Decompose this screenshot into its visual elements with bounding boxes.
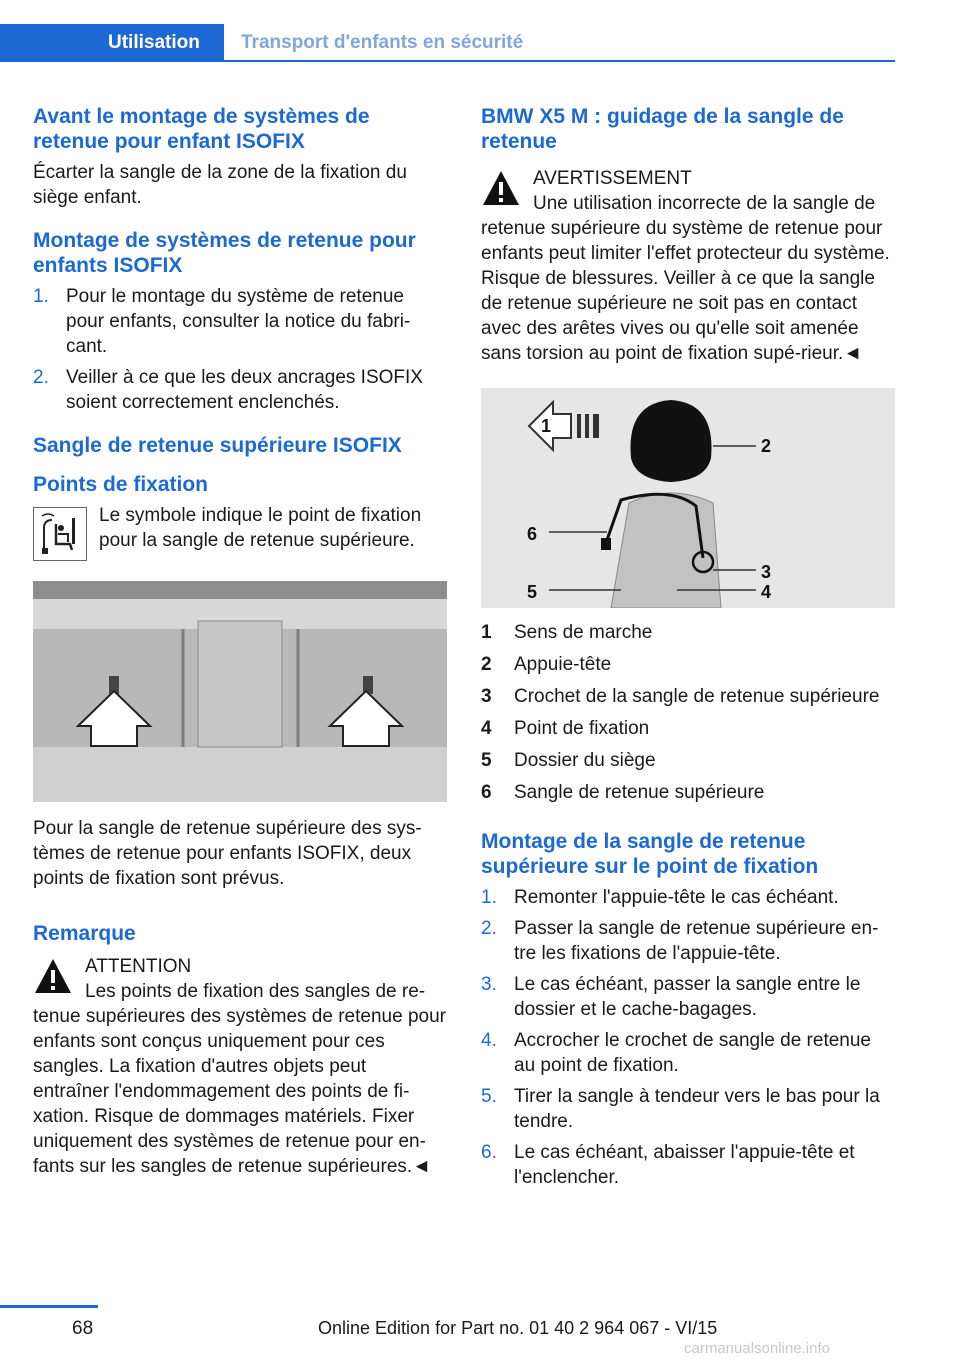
warning-block (481, 164, 896, 366)
anchor-symbol-row (33, 503, 447, 561)
legend-text: Dossier du siège (514, 750, 656, 771)
list-item (481, 684, 896, 709)
step-number: 5. (481, 1086, 497, 1107)
step-number: 2. (33, 367, 49, 388)
step-text: Le cas échéant, abaisser l'appuie-tête et l'enclencher. (514, 1142, 855, 1188)
list-item (481, 652, 896, 677)
symbol-description: Le symbole indique le point de fixation pour la sangle de retenue supérieure. (99, 505, 422, 551)
list-item (481, 1140, 896, 1190)
list-item (33, 365, 447, 415)
heading-mount-strap: Montage de la sangle de retenue supérieure sur le point de fixation (481, 830, 819, 878)
diagram-legend (481, 620, 896, 805)
header-tabs (0, 24, 895, 62)
paragraph-isofix-before: Écarter la sangle de la zone de la fixation du siège enfant. (33, 162, 407, 208)
tab-transport-enfants[interactable]: Transport d'enfants en sécurité (224, 24, 895, 62)
heading-note: Remarque (33, 922, 136, 945)
step-text: Le cas échéant, passer la sangle entre le dossier et le cache-bagages. (514, 974, 861, 1020)
list-item (481, 780, 896, 805)
step-number: 1. (481, 887, 497, 908)
step-number: 6. (481, 1142, 497, 1163)
list-item (481, 1084, 896, 1134)
step-number: 4. (481, 1030, 497, 1051)
legend-number: 5 (481, 750, 492, 771)
tab-utilisation[interactable]: Utilisation (0, 24, 224, 62)
paragraph-two-points: Pour la sangle de retenue supérieure des sys‐tèmes de retenue pour enfants ISOFIX, deux points de fixation sont prévus. (33, 818, 422, 889)
list-item (481, 748, 896, 773)
legend-number: 6 (481, 782, 492, 803)
step-text: Passer la sangle de retenue supérieure en‐tre les fixations de l'appuie-tête. (514, 918, 879, 964)
diagram-label-6: 6 (527, 524, 538, 544)
legend-text: Sens de marche (514, 622, 653, 643)
strap-steps-list (481, 885, 896, 1190)
diagram-label-4: 4 (761, 582, 772, 602)
legend-text: Appuie-tête (514, 654, 612, 675)
legend-number: 1 (481, 622, 492, 643)
legend-text: Sangle de retenue supérieure (514, 782, 765, 803)
legend-number: 3 (481, 686, 492, 707)
page-number: 68 (72, 1318, 94, 1339)
warning-triangle-icon (33, 956, 73, 996)
mounting-steps-list (33, 284, 447, 415)
heading-isofix-before: Avant le montage de systèmes de retenue pour enfant ISOFIX (33, 105, 370, 153)
legend-number: 2 (481, 654, 492, 675)
list-item (481, 916, 896, 966)
step-number: 3. (481, 974, 497, 995)
headrest-strap-diagram (481, 388, 895, 608)
footer-accent-line (0, 1305, 98, 1308)
list-item (481, 620, 896, 645)
heading-anchor-points: Points de fixation (33, 473, 209, 496)
step-text: Remonter l'appuie-tête le cas échéant. (514, 887, 839, 908)
warning-text: Une utilisation incorrecte de la sangle de retenue supérieure du système de retenue pour enfants peut limiter l'effet protecteur du système. Risque de blessures. Veiller à ce que la sangle de retenue supérieure ne soit pas en contact avec des arêtes vives ou qu'elle soit amenée sans torsion au point de fixation supé‐rieur.◄ (481, 193, 890, 364)
step-number: 2. (481, 918, 497, 939)
legend-text: Crochet de la sangle de retenue supérieure (514, 686, 880, 707)
step-number: 1. (33, 286, 49, 307)
diagram-label-2: 2 (761, 436, 772, 456)
child-seat-anchor-icon (33, 507, 87, 561)
watermark-text: carmanualsonline.info (684, 1340, 830, 1357)
diagram-label-3: 3 (761, 562, 772, 582)
warning-triangle-icon (481, 168, 521, 208)
heading-top-strap: Sangle de retenue supérieure ISOFIX (33, 434, 402, 457)
list-item (481, 885, 896, 910)
attention-block (33, 952, 447, 1179)
right-column (481, 104, 896, 1196)
list-item (481, 972, 896, 1022)
diagram-label-5: 5 (527, 582, 538, 602)
heading-mounting-isofix: Montage de systèmes de retenue pour enfants ISOFIX (33, 229, 416, 277)
list-item (33, 284, 447, 359)
attention-title: ATTENTION (85, 956, 192, 977)
left-column (33, 104, 447, 1179)
diagram-label-1: 1 (541, 416, 552, 436)
warning-title: AVERTISSEMENT (533, 168, 692, 189)
luggage-compartment-photo (33, 581, 447, 802)
list-item (481, 1028, 896, 1078)
legend-text: Point de fixation (514, 718, 650, 739)
list-item (481, 716, 896, 741)
step-text: Veiller à ce que les deux ancrages ISOFIX soient correctement enclenchés. (66, 367, 423, 413)
step-text: Pour le montage du système de retenue pour enfants, consulter la notice du fabri‐cant. (66, 286, 411, 357)
step-text: Tirer la sangle à tendeur vers le bas pour la tendre. (514, 1086, 880, 1132)
step-text: Accrocher le crochet de sangle de retenue au point de fixation. (514, 1030, 871, 1076)
heading-strap-guide: BMW X5 M : guidage de la sangle de retenue (481, 105, 844, 153)
edition-text: Online Edition for Part no. 01 40 2 964 067 - VI/15 (318, 1318, 718, 1338)
legend-number: 4 (481, 718, 492, 739)
attention-text: Les points de fixation des sangles de re‐tenue supérieures des systèmes de retenue pour enfants sont conçus uniquement pour ces sangles. La fixation d'autres objets peut entraîner l'endommagement des points de fi‐xation. Risque de dommages matériels. Fixer uniquement des systèmes de retenue pour en‐fants sur les sangles de retenue supérieures.◄ (33, 981, 446, 1177)
